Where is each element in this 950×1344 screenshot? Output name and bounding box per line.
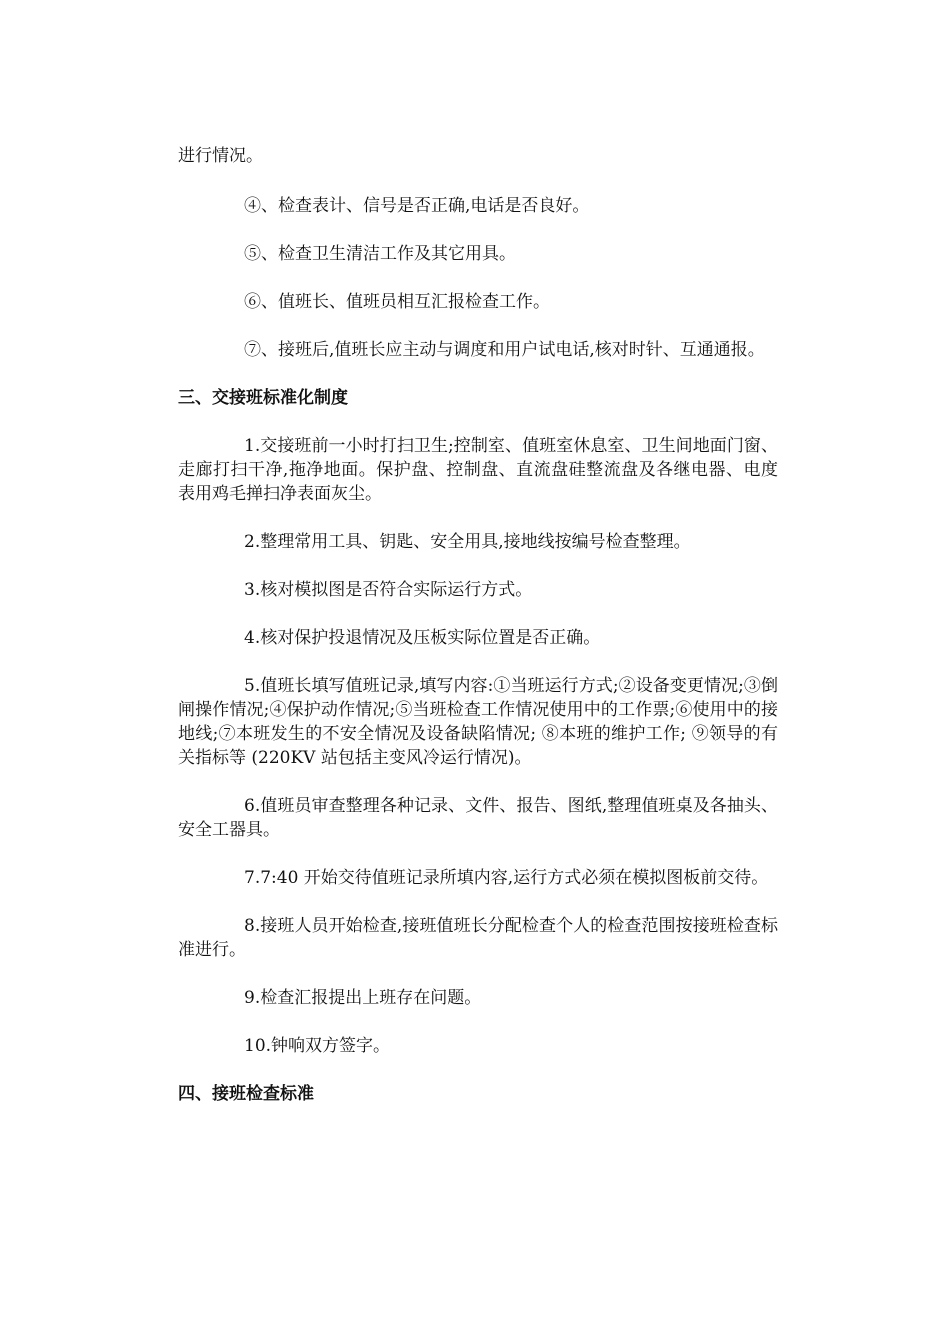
paragraph-step-7: 7.7:40 开始交待值班记录所填内容,运行方式必须在模拟图板前交待。: [244, 868, 769, 888]
paragraph-item-6: ⑥、值班长、值班员相互汇报检查工作。: [244, 292, 550, 312]
paragraph-step-6: 6.值班员审查整理各种记录、文件、报告、图纸,整理值班桌及各抽头、安全工器具。: [178, 796, 778, 840]
paragraph-item-5: ⑤、检查卫生清洁工作及其它用具。: [244, 244, 516, 264]
paragraph-step-1: 1.交接班前一小时打扫卫生;控制室、值班室休息室、卫生间地面门窗、走廊打扫干净,拖净地面。保护盘、控制盘、直流盘硅整流盘及各继电器、电度表用鸡毛掸扫净表面灰尘。: [178, 436, 778, 504]
paragraph-step-5: 5.值班长填写值班记录,填写内容:①当班运行方式;②设备变更情况;③倒闸操作情况;④保护动作情况;⑤当班检查工作情况使用中的工作票;⑥使用中的接地线;⑦本班发生的不安全情况及设备缺陷情况; ⑧本班的维护工作; ⑨领导的有关指标等 (220KV 站包括主变风冷运行情况)。: [178, 676, 778, 768]
paragraph-step-8: 8.接班人员开始检查,接班值班长分配检查个人的检查范围按接班检查标准进行。: [178, 916, 778, 960]
paragraph-step-10: 10.钟响双方签字。: [244, 1036, 391, 1056]
paragraph-item-4: ④、检查表计、信号是否正确,电话是否良好。: [244, 196, 590, 216]
section-heading-3: 三、交接班标准化制度: [178, 388, 348, 408]
document-page: [178, 144, 778, 1106]
paragraph-step-3: 3.核对模拟图是否符合实际运行方式。: [244, 580, 533, 600]
section-heading-4: 四、接班检查标准: [178, 1084, 314, 1104]
paragraph-item-7: ⑦、接班后,值班长应主动与调度和用户试电话,核对时针、互通通报。: [244, 340, 765, 360]
paragraph-continuation: 进行情况。: [178, 146, 263, 166]
paragraph-step-4: 4.核对保护投退情况及压板实际位置是否正确。: [244, 628, 601, 648]
paragraph-step-9: 9.检查汇报提出上班存在问题。: [244, 988, 482, 1008]
paragraph-step-2: 2.整理常用工具、钥匙、安全用具,接地线按编号检查整理。: [244, 532, 691, 552]
